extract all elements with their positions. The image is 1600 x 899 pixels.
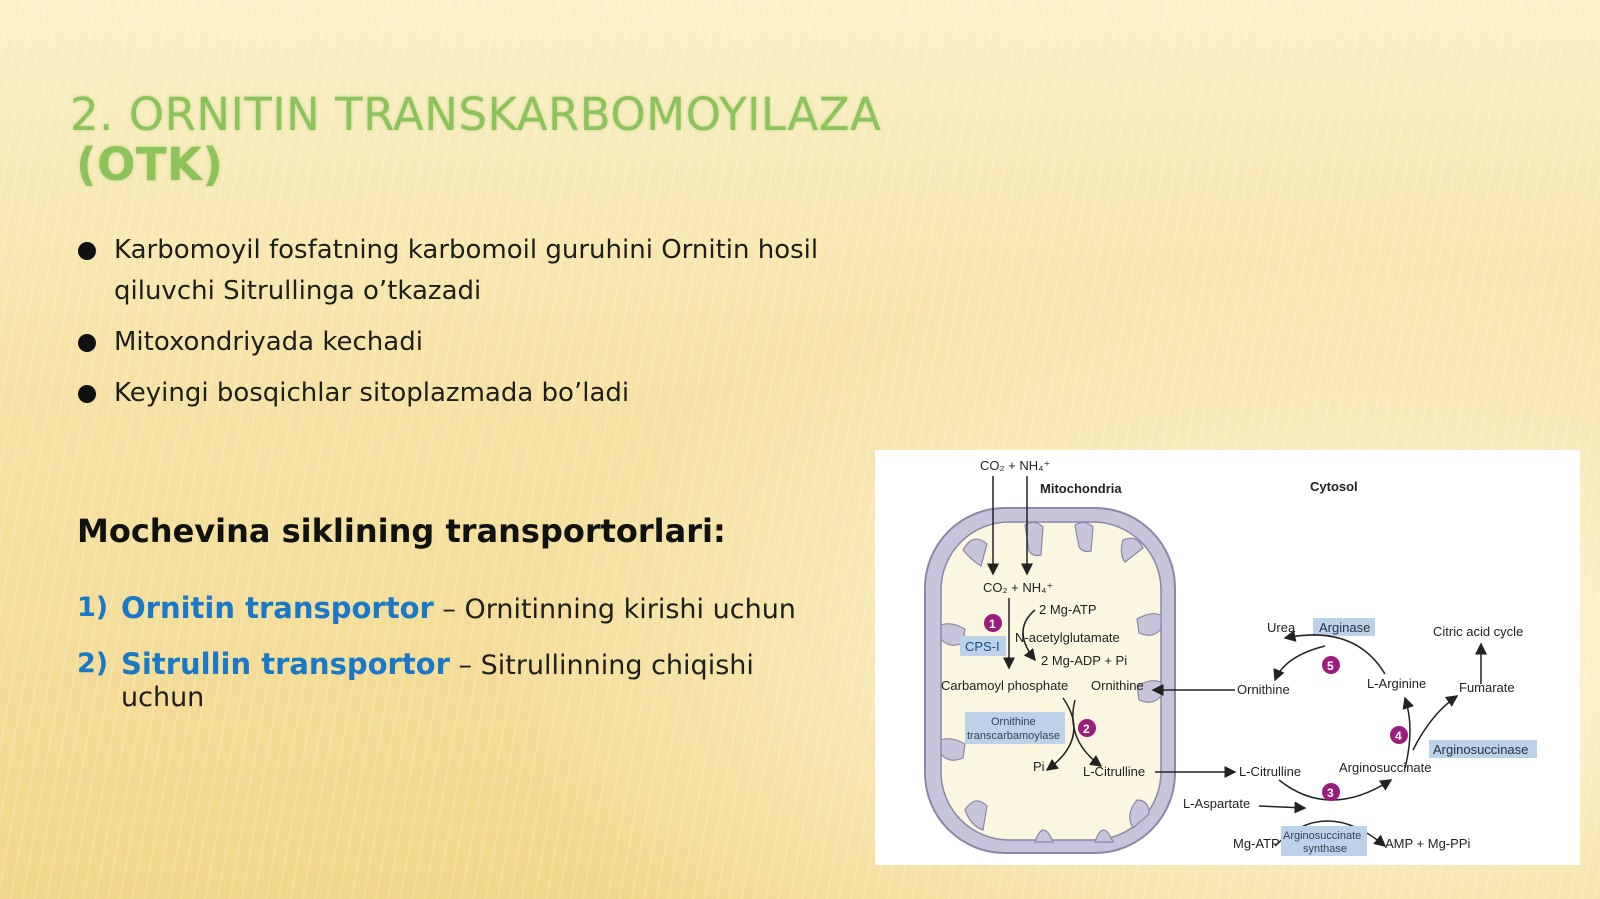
transporters-heading: Mochevina siklining transportorlari: <box>77 512 726 550</box>
cytosol-label: Cytosol <box>1310 479 1358 494</box>
urea-label: Urea <box>1267 620 1296 635</box>
step-4-badge <box>1390 726 1408 744</box>
ornithine-inner-label: Ornithine <box>1091 678 1144 693</box>
mg-adp-pi-label: 2 Mg-ADP + Pi <box>1041 653 1128 668</box>
step-1-badge <box>984 614 1002 632</box>
svg-text:5: 5 <box>1327 659 1334 673</box>
pi-label: Pi <box>1033 759 1045 774</box>
title-line-2: (OTK) <box>76 138 224 191</box>
item-number: 2) <box>77 648 109 679</box>
transporter-name: Ornitin transportor <box>121 591 434 625</box>
transporters-list <box>77 592 837 736</box>
argininosuccinate-label: Arginosuccinate <box>1339 760 1432 775</box>
svg-text:3: 3 <box>1327 786 1334 800</box>
step-5-badge <box>1322 656 1340 674</box>
amp-ppi-label: AMP + Mg-PPi <box>1385 836 1471 851</box>
otc-label-1: Ornithine <box>991 716 1036 728</box>
bullet-item: Karbomoyil fosfatning karbomoil guruhini Ornitin hosil qiluvchi Sitrullinga o’tkazadi <box>78 230 868 312</box>
citrulline-inner-label: L-Citrulline <box>1083 764 1146 779</box>
slide-title <box>70 90 890 190</box>
bullet-dot-icon <box>78 385 96 403</box>
l-aspartate-label: L-Aspartate <box>1183 796 1251 811</box>
mg-atp-label: Mg-ATP <box>1233 836 1280 851</box>
bullet-item: Keyingi bosqichlar sitoplazmada bo’ladi <box>78 373 868 414</box>
mg-atp-2-label: 2 Mg-ATP <box>1039 602 1097 617</box>
synthase-label-1: Arginosuccinate <box>1283 830 1362 842</box>
step-2-badge <box>1078 719 1096 737</box>
bullet-list <box>78 230 868 424</box>
citrulline-cytosol-label: L-Citrulline <box>1239 764 1302 779</box>
argininosuccinase-label: Arginosuccinase <box>1433 742 1529 757</box>
citric-acid-cycle-label: Citric acid cycle <box>1433 624 1524 639</box>
ornithine-cytosol-label: Ornithine <box>1237 682 1290 697</box>
l-arginine-label: L-Arginine <box>1367 676 1427 691</box>
transporter-desc: – Sitrullinning chiqishi uchun <box>121 650 754 713</box>
transporter-desc: – Ornitinning kirishi uchun <box>433 594 796 625</box>
fumarate-label: Fumarate <box>1459 680 1515 695</box>
otc-label-2: transcarbamoylase <box>967 730 1060 742</box>
transporter-item <box>77 592 837 626</box>
svg-text:4: 4 <box>1395 729 1402 743</box>
bullet-dot-icon <box>78 334 96 352</box>
n-acetylglutamate-label: N-acetylglutamate <box>1015 630 1120 645</box>
item-number: 1) <box>77 592 109 623</box>
transporter-name: Sitrullin transportor <box>121 647 450 681</box>
arginase-label: Arginase <box>1319 620 1371 635</box>
svg-text:2: 2 <box>1083 722 1090 736</box>
step-3-badge <box>1322 783 1340 801</box>
mitochondria-label: Mitochondria <box>1040 481 1122 496</box>
bullet-dot-icon <box>78 242 96 260</box>
cps1-label: CPS-I <box>965 639 1000 654</box>
carbamoyl-phosphate-label: Carbamoyl phosphate <box>941 678 1069 693</box>
svg-text:1: 1 <box>989 617 996 631</box>
bullet-item: Mitoxondriyada kechadi <box>78 322 868 363</box>
co2-nh4-inner-label: CO₂ + NH₄⁺ <box>983 580 1054 595</box>
title-line-1: 2. ORNITIN TRANSKARBOMOYILAZA <box>70 88 882 141</box>
transporter-item <box>77 648 837 714</box>
urea-cycle-diagram <box>875 450 1580 865</box>
synthase-label-2: synthase <box>1303 843 1348 855</box>
co2-nh4-top-label: CO₂ + NH₄⁺ <box>980 458 1051 473</box>
